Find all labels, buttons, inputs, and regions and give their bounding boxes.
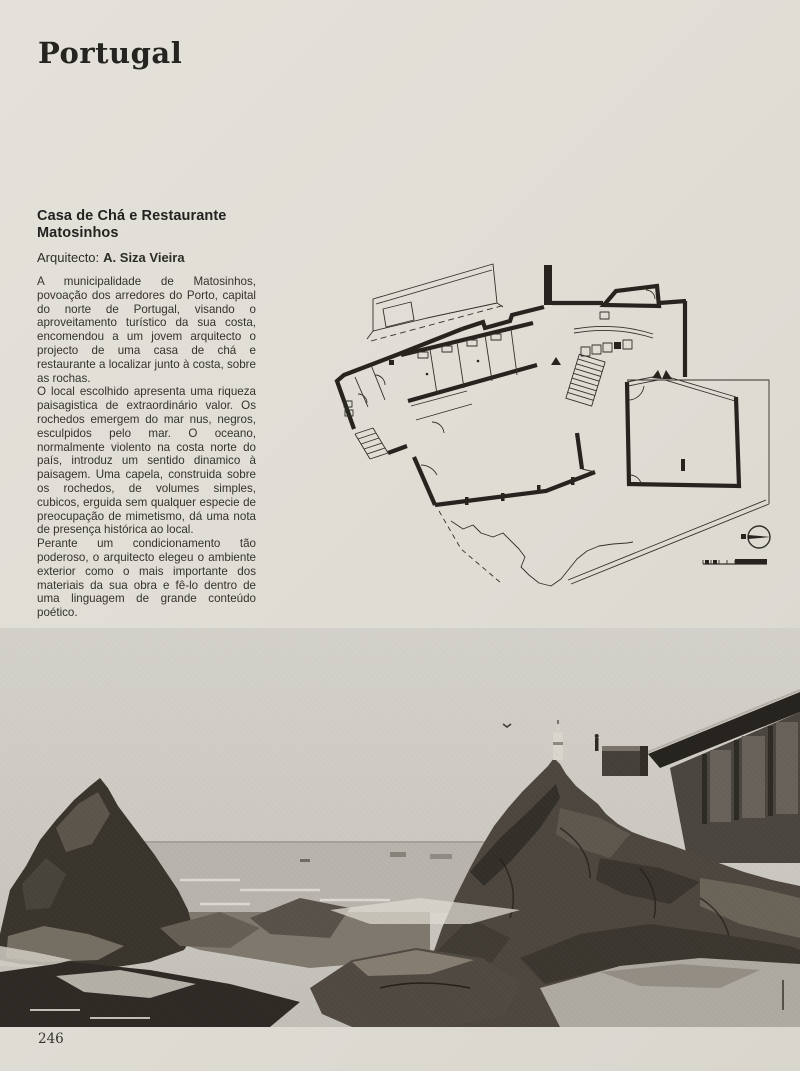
page-number: 246 xyxy=(38,1031,64,1047)
site-plan-drawing xyxy=(315,253,787,589)
architect-line xyxy=(37,250,256,265)
north-arrow-icon xyxy=(741,526,771,548)
rocky-coast-photograph xyxy=(0,628,800,1027)
architect-label: Arquitecto: xyxy=(37,250,100,265)
scale-bar xyxy=(703,559,767,564)
article-body xyxy=(37,275,256,620)
paragraph: Perante um condicionamento tão poderoso, o arquitecto elegeu o ambiente exterior como o mais importante dos materiais da sua obra e fê-lo dentro de uma linguagem de grande conteúdo poético. xyxy=(37,537,256,620)
paragraph: O local escolhido apresenta uma riqueza paisagistica de extraordinário valor. Os rochedos emergem do mar nus, negros, esculpidos pelo mar. O oceano, normalmente violento na costa norte do país, introduz um sentido dinamico à paisagem. Uma capela, construida sobre os rochedos, de volumes simples, cubicos, erguida sem qualquer especie de preocupação de mimetismo, dá uma nota de presença histórica ao local. xyxy=(37,385,256,537)
floor-plan-figure xyxy=(315,253,787,589)
article-heading-line1: Casa de Chá e Restaurante xyxy=(37,208,227,224)
architect-name: A. Siza Vieira xyxy=(103,250,185,265)
paragraph: A municipalidade de Matosinhos, povoação dos arredores do Porto, capital do norte de Portugal, visando o aproveitamento turístico da sua costa, encomendou a um jovem arquitecto o projecto de uma casa de chá e restaurante a localizar junto à costa, sobre as rochas. xyxy=(37,275,256,385)
article-heading xyxy=(37,208,256,242)
page-title: Portugal xyxy=(38,36,183,70)
article-heading-line2: Matosinhos xyxy=(37,225,119,241)
article-column xyxy=(37,208,256,620)
coastal-photo xyxy=(0,628,800,1027)
